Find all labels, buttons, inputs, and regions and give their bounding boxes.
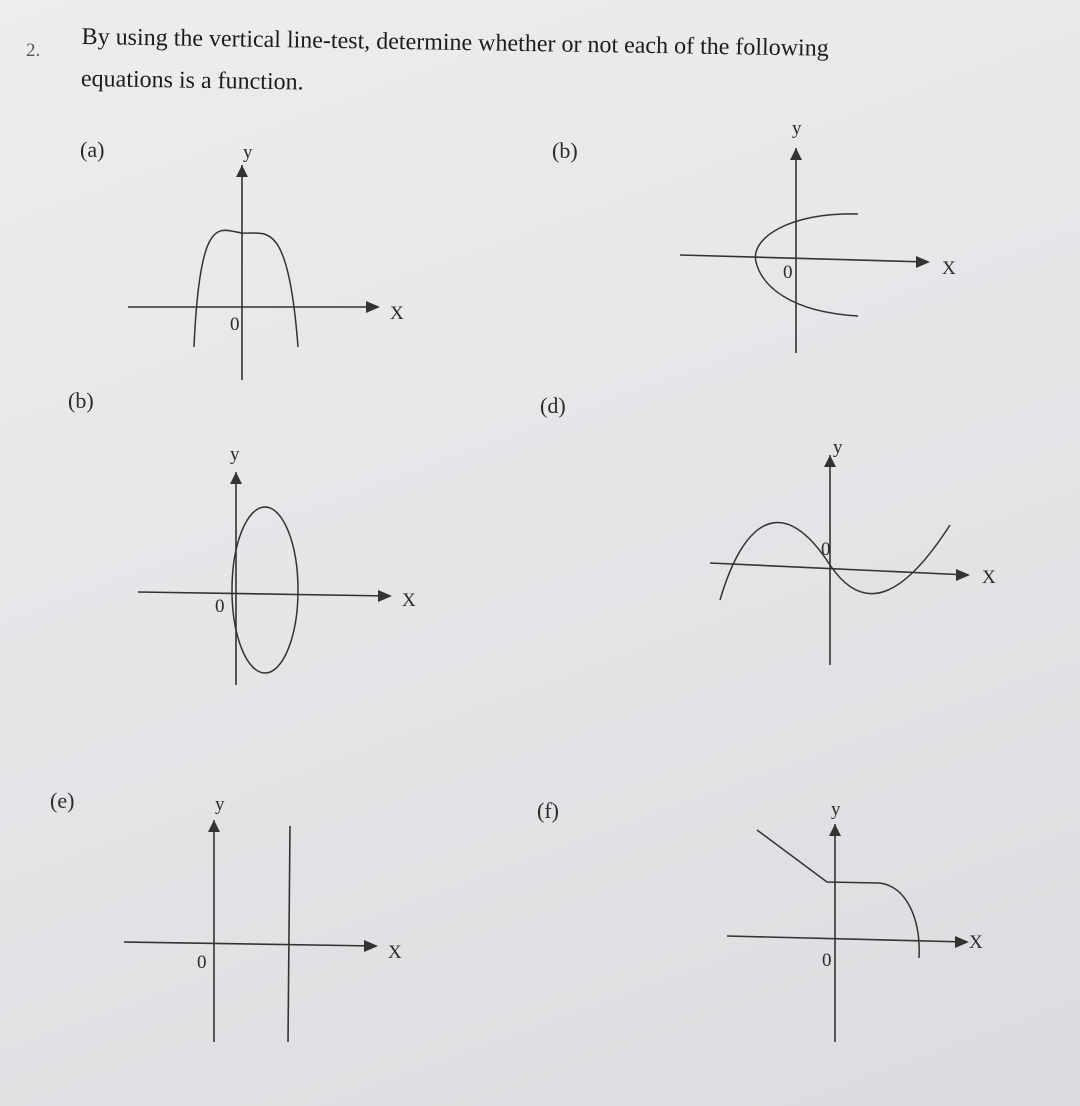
graph-b-second-curve <box>232 507 298 673</box>
graph-b-first-label: (b) <box>552 138 578 163</box>
graph-a-curve <box>194 230 298 347</box>
graph-a-x-label: X <box>390 303 404 324</box>
graph-d-curve <box>720 523 950 600</box>
graph-b-first <box>540 118 980 363</box>
graph-e-vertical-line <box>288 826 290 1042</box>
graph-d-x-arrow <box>956 569 970 581</box>
graph-e-origin: 0 <box>197 952 207 973</box>
question-text <box>81 16 942 113</box>
graph-f <box>535 790 1005 1050</box>
graph-d-origin: 0 <box>821 539 831 560</box>
graph-b-second-y-arrow <box>230 472 242 484</box>
graph-e-x-axis <box>124 942 376 946</box>
graph-d-label: (d) <box>540 393 566 418</box>
graph-b-first-curve <box>755 214 858 316</box>
graph-b-second <box>60 380 440 690</box>
graph-b-first-y-label: y <box>792 118 802 139</box>
graph-a-label: (a) <box>80 137 105 162</box>
graph-f-y-arrow <box>829 824 841 836</box>
graph-f-x-arrow <box>955 936 969 948</box>
graph-d-y-label: y <box>833 437 843 458</box>
graph-b-first-y-arrow <box>790 148 802 160</box>
graph-b-second-x-axis <box>138 592 390 596</box>
graph-f-label: (f) <box>537 798 559 823</box>
graph-b-first-x-arrow <box>916 256 930 268</box>
graph-e-y-arrow <box>208 820 220 832</box>
question-line-2: equations is a function. <box>80 65 304 96</box>
graph-d <box>540 385 1020 670</box>
graph-b-second-x-label: X <box>402 590 416 611</box>
graph-b-second-origin: 0 <box>215 596 225 617</box>
graph-a-x-arrow <box>366 301 380 313</box>
graph-e-x-arrow <box>364 940 378 952</box>
graph-b-first-x-label: X <box>942 258 956 279</box>
graph-f-x-axis <box>727 936 967 942</box>
graph-a-y-label: y <box>243 142 253 163</box>
graph-b-second-label: (b) <box>68 388 94 413</box>
graph-d-x-axis <box>710 563 968 575</box>
graph-d-x-label: X <box>982 567 996 588</box>
graph-f-x-label: X <box>969 932 983 953</box>
graph-b-first-origin: 0 <box>783 262 793 283</box>
graph-a <box>60 125 430 390</box>
graph-a-origin: 0 <box>230 314 240 335</box>
question-number: 2. <box>26 40 41 61</box>
graph-e <box>40 780 430 1055</box>
graph-b-second-y-label: y <box>230 444 240 465</box>
question-line-1: By using the vertical line-test, determine whether or not each of the following <box>81 23 829 62</box>
graph-b-first-x-axis <box>680 255 928 262</box>
graph-f-origin: 0 <box>822 950 832 971</box>
graph-e-y-label: y <box>215 794 225 815</box>
graph-a-y-arrow <box>236 165 248 177</box>
graph-f-y-label: y <box>831 799 841 820</box>
graph-e-x-label: X <box>388 942 402 963</box>
graph-b-second-x-arrow <box>378 590 392 602</box>
graph-e-label: (e) <box>50 788 75 813</box>
